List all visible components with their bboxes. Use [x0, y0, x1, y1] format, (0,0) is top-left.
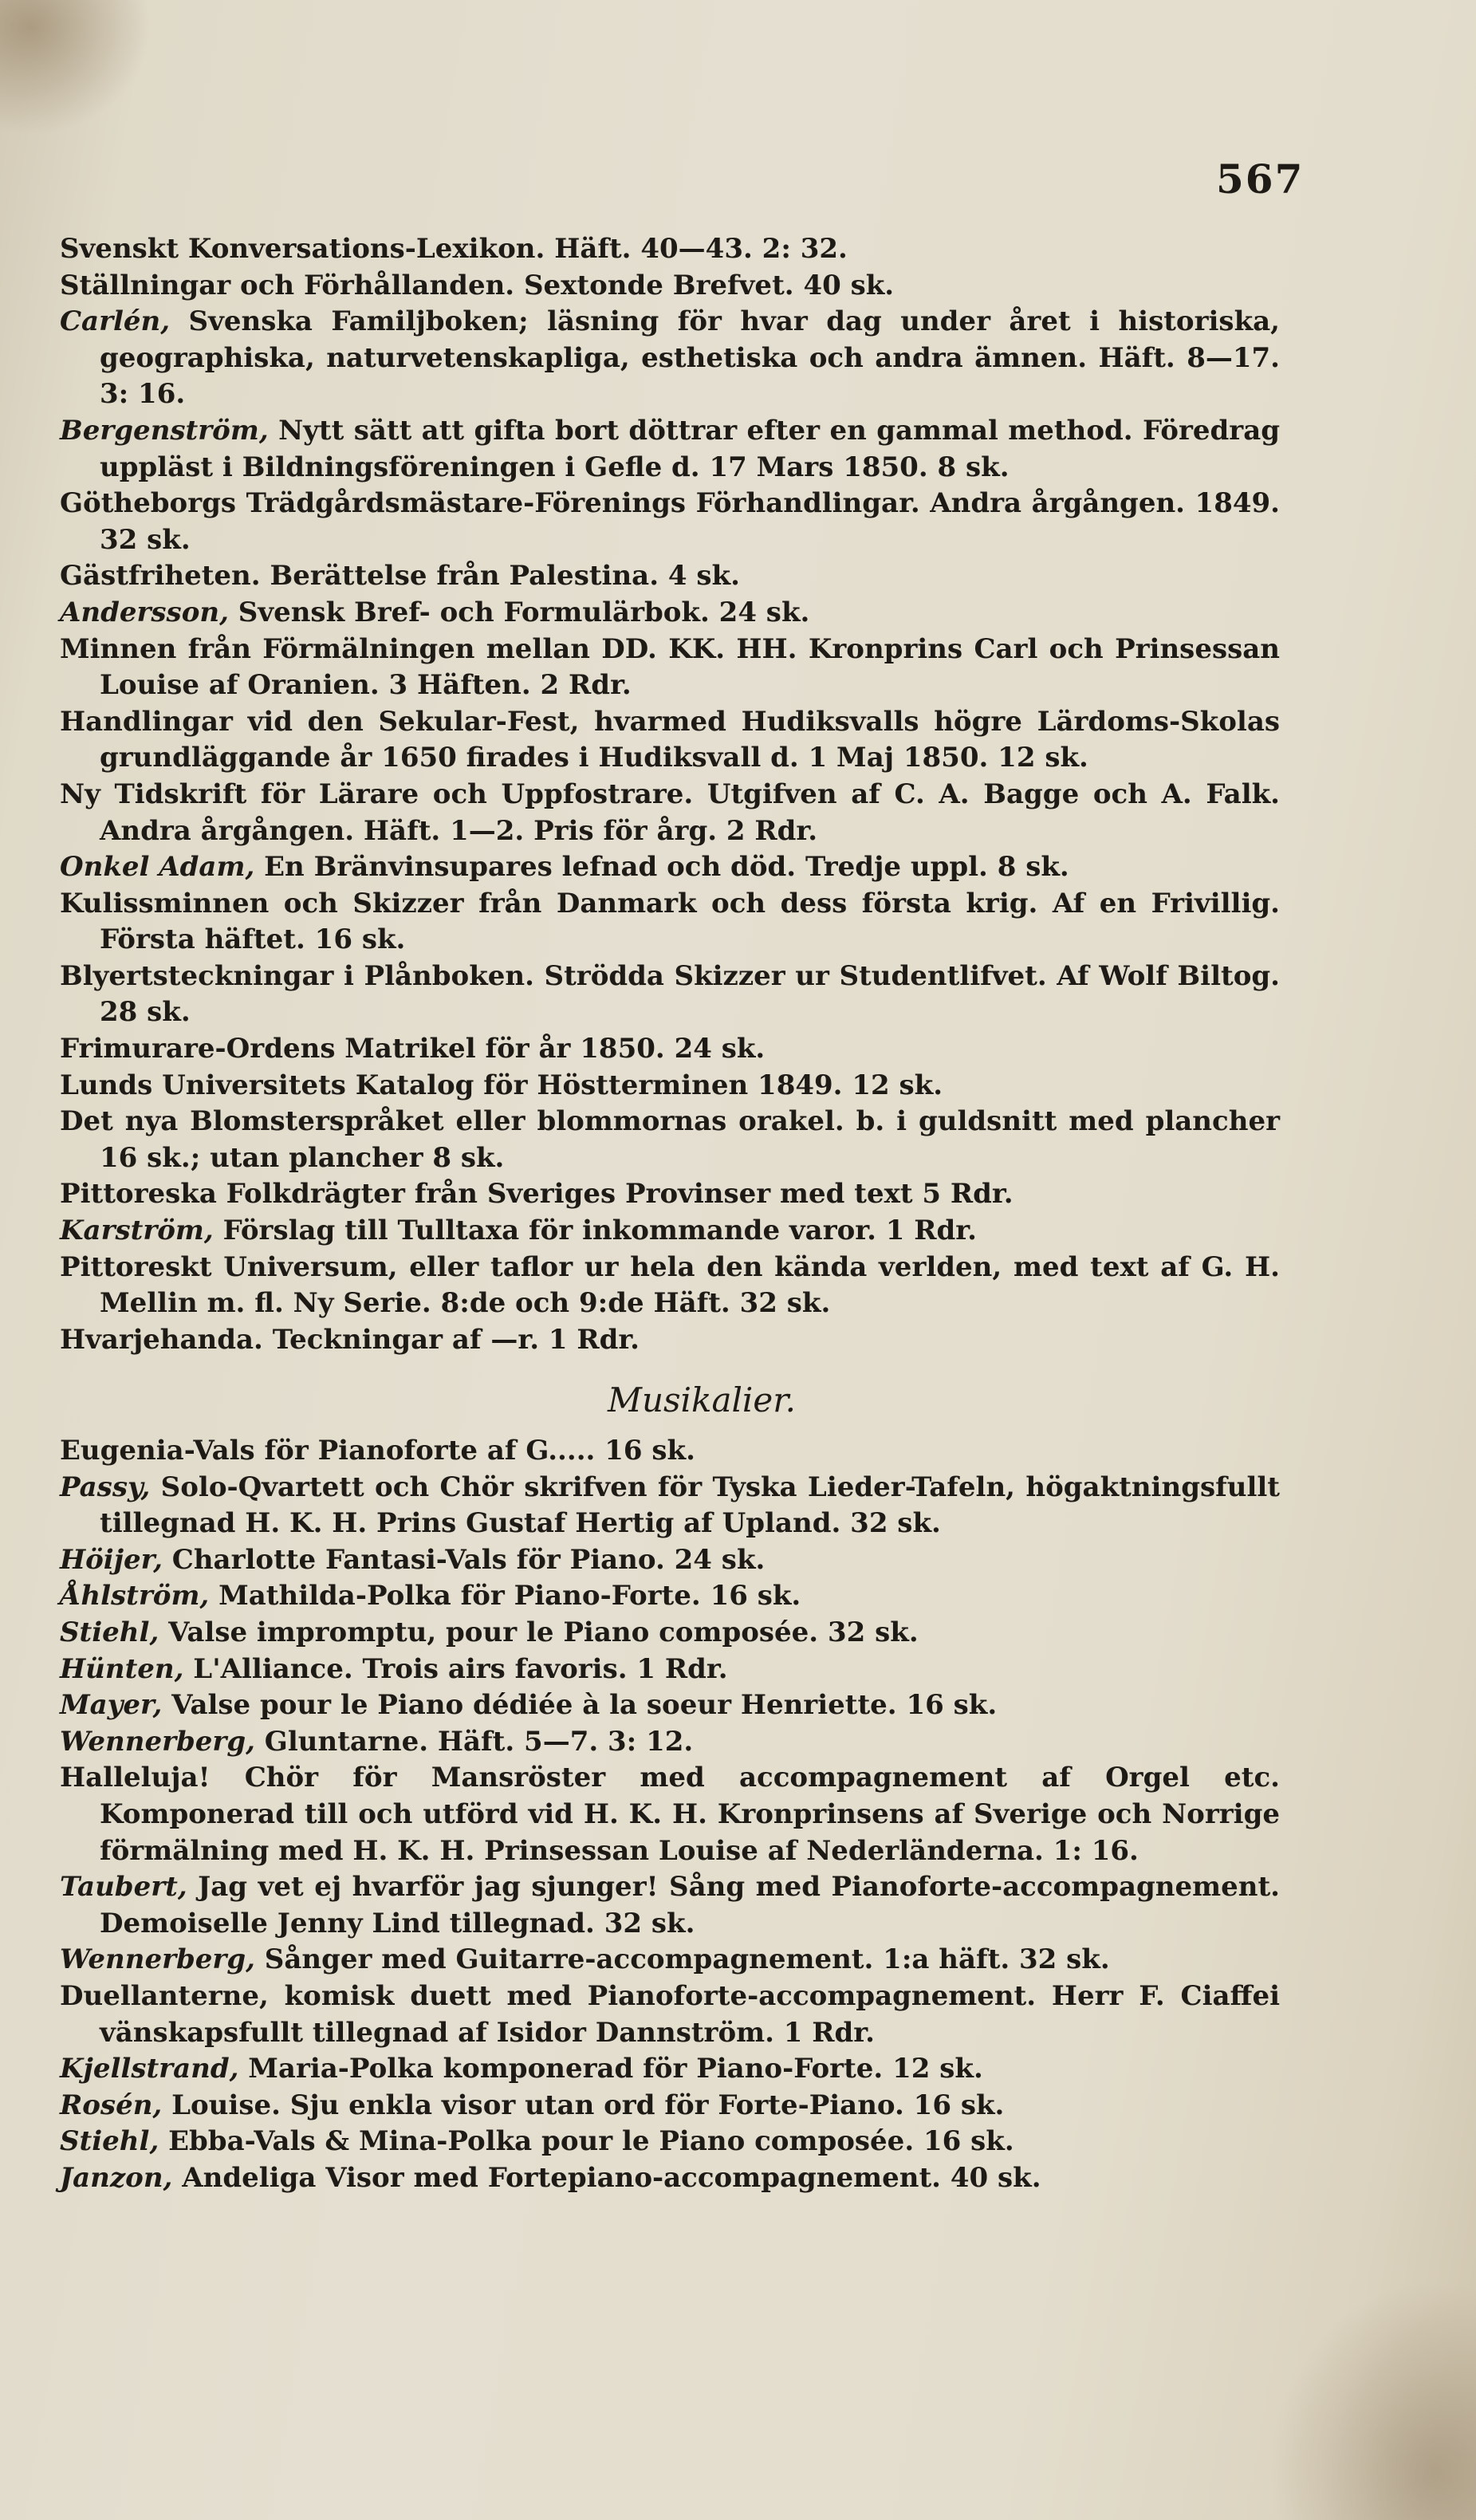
catalogue-entry: [60, 2124, 1280, 2160]
entry-author: Carlén,: [60, 305, 171, 338]
entry-text: Jag vet ej hvarför jag sjunger! Sång med Pianoforte-accompagnement. Demoiselle Jenny Lind tillegnad. 32 sk.: [100, 1871, 1280, 1939]
catalogue-entry: [60, 1068, 1280, 1104]
catalogue-entry: [60, 632, 1280, 704]
catalogue-entry: [60, 1652, 1280, 1688]
entry-text: En Bränvinsupares lefnad och död. Tredje uppl. 8 sk.: [254, 851, 1069, 884]
catalogue-entry: [60, 1979, 1280, 2051]
entry-text: Ställningar och Förhållanden. Sextonde Brefvet. 40 sk.: [60, 269, 895, 301]
section-heading: Musikalier.: [607, 1380, 797, 1420]
entry-text: Götheborgs Trädgårdsmästare-Förenings Förhandlingar. Andra årgången. 1849. 32 sk.: [60, 487, 1280, 556]
catalogue-entry: [60, 1176, 1280, 1213]
entry-text: Mathilda-Polka för Piano-Forte. 16 sk.: [209, 1580, 801, 1612]
entry-text: Andeliga Visor med Fortepiano-accompagnement. 40 sk.: [172, 2161, 1041, 2194]
entry-author: Höijer,: [60, 1543, 163, 1576]
entry-author: Hünten,: [60, 1652, 184, 1685]
entry-author: Onkel Adam,: [60, 851, 255, 884]
entry-text: Ebba-Vals & Mina-Polka pour le Piano composée. 16 sk.: [159, 2125, 1014, 2158]
catalogue-entry: [60, 1213, 1280, 1250]
catalogue-entry: [60, 849, 1280, 886]
entry-text: Hvarjehanda. Teckningar af —r. 1 Rdr.: [60, 1323, 640, 1356]
catalogue-entry: [60, 1322, 1280, 1359]
entry-text: Valse impromptu, pour le Piano composée. 32 sk.: [159, 1616, 919, 1648]
catalogue-entry: [60, 595, 1280, 632]
catalogue-entry: [60, 2160, 1280, 2197]
catalogue-entry: [60, 1687, 1280, 1724]
entry-text: Det nya Blomsterspråket eller blommornas orakel. b. i guldsnitt med plancher 16 sk.; utan plancher 8 sk.: [60, 1105, 1280, 1174]
entry-text: Gästfriheten. Berättelse från Palestina. 4 sk.: [60, 560, 740, 593]
catalogue-column: [60, 231, 1280, 2196]
entry-text: Frimurare-Ordens Matrikel för år 1850. 24 sk.: [60, 1033, 766, 1065]
catalogue-entry: [60, 704, 1280, 777]
catalogue-entry: [60, 1031, 1280, 1068]
catalogue-entry: [60, 1542, 1280, 1579]
catalogue-entry: [60, 304, 1280, 413]
entry-text: Duellanterne, komisk duett med Pianoforte-accompagnement. Herr F. Ciaffei vänskapsfullt tillegnad af Isidor Dannström. 1 Rdr.: [60, 1979, 1280, 2049]
entry-text: Nytt sätt att gifta bort döttrar efter en gammal method. Föredrag uppläst i Bildningsföreningen i Gefle d. 17 Mars 1850. 8 sk.: [100, 414, 1280, 483]
catalogue-entry: [60, 558, 1280, 595]
catalogue-entry: [60, 2088, 1280, 2124]
corner-stain: [0, 0, 152, 136]
entry-text: Minnen från Förmälningen mellan DD. KK. HH. Kronprins Carl och Prinsessan Louise af Oranien. 3 Häften. 2 Rdr.: [60, 632, 1280, 702]
catalogue-entry: [60, 231, 1280, 268]
entry-text: Kulissminnen och Skizzer från Danmark och dess första krig. Af en Frivillig. Första häftet. 16 sk.: [60, 887, 1280, 956]
entry-text: Halleluja! Chör för Mansröster med accompagnement af Orgel etc. Komponerad till och utförd vid H. K. H. Kronprinsens af Sverige och Norrige förmälning med H. K. H. Prinsessan Louise af Nederländerna. 1: 16.: [60, 1762, 1280, 1867]
entry-author: Bergenström,: [60, 414, 269, 447]
entry-text: Solo-Qvartett och Chör skrifven för Tyska Lieder-Tafeln, högaktningsfullt tillegnad H. K. H. Prins Gustaf Hertig af Upland. 32 sk.: [100, 1471, 1280, 1540]
page-number: 567: [1216, 156, 1305, 203]
catalogue-entry: [60, 1104, 1280, 1176]
catalogue-entry: [60, 268, 1280, 305]
entry-text: Förslag till Tulltaxa för inkommande varor. 1 Rdr.: [213, 1215, 977, 1247]
entry-text: Svenskt Konversations-Lexikon. Häft. 40—43. 2: 32.: [60, 233, 848, 265]
entry-text: Svensk Bref- och Formulärbok. 24 sk.: [228, 596, 810, 628]
catalogue-entry: [60, 1724, 1280, 1761]
entry-text: L'Alliance. Trois airs favoris. 1 Rdr.: [183, 1652, 728, 1685]
entry-author: Rosén,: [60, 2089, 163, 2121]
entry-author: Taubert,: [60, 1871, 187, 1904]
entry-author: Stiehl,: [60, 2125, 159, 2158]
entry-text: Lunds Universitets Katalog för Höstterminen 1849. 12 sk.: [60, 1069, 943, 1101]
catalogue-entry: [60, 1433, 1280, 1470]
book-list: [60, 231, 1280, 1358]
entry-author: Passy,: [60, 1471, 151, 1503]
entry-text: Louise. Sju enkla visor utan ord för Forte-Piano. 16 sk.: [162, 2089, 1005, 2121]
entry-text: Pittoreska Folkdrägter från Sveriges Provinser med text 5 Rdr.: [60, 1178, 1014, 1211]
entry-author: Andersson,: [60, 596, 229, 628]
entry-text: Svenska Familjboken; läsning för hvar dag under året i historiska, geographiska, naturvetenskapliga, esthetiska och andra ämnen. Häft. 8—17. 3: 16.: [100, 305, 1280, 411]
corner-stain: [1269, 2281, 1476, 2520]
entry-text: Ny Tidskrift för Lärare och Uppfostrare. Utgifven af C. A. Bagge och A. Falk. Andra årgången. Häft. 1—2. Pris för årg. 2 Rdr.: [60, 778, 1280, 847]
catalogue-entry: [60, 1470, 1280, 1542]
catalogue-entry: [60, 413, 1280, 486]
entry-text: Gluntarne. Häft. 5—7. 3: 12.: [254, 1725, 694, 1758]
entry-text: Valse pour le Piano dédiée à la soeur Henriette. 16 sk.: [162, 1689, 998, 1722]
catalogue-entry: [60, 1250, 1280, 1322]
entry-text: Blyertsteckningar i Plånboken. Strödda Skizzer ur Studentlifvet. Af Wolf Biltog. 28 sk.: [60, 959, 1280, 1029]
catalogue-entry: [60, 1760, 1280, 1869]
catalogue-entry: [60, 1615, 1280, 1652]
entry-author: Mayer,: [60, 1689, 163, 1722]
catalogue-entry: [60, 777, 1280, 849]
catalogue-entry: [60, 1869, 1280, 1942]
entry-text: Eugenia-Vals för Pianoforte af G..... 16 sk.: [60, 1435, 695, 1467]
entry-author: Stiehl,: [60, 1616, 159, 1648]
entry-text: Pittoreskt Universum, eller taflor ur hela den kända verlden, med text af G. H. Mellin m. fl. Ny Serie. 8:de och 9:de Häft. 32 sk.: [60, 1250, 1280, 1320]
entry-author: Karström,: [60, 1215, 214, 1247]
entry-author: Wennerberg,: [60, 1943, 255, 1976]
catalogue-entry: [60, 2051, 1280, 2088]
entry-text: Charlotte Fantasi-Vals för Piano. 24 sk.: [162, 1543, 766, 1576]
entry-author: Kjellstrand,: [60, 2053, 239, 2085]
entry-text: Maria-Polka komponerad för Piano-Forte. 12 sk.: [238, 2053, 983, 2085]
entry-text: Sånger med Guitarre-accompagnement. 1:a häft. 32 sk.: [254, 1943, 1110, 1976]
entry-author: Åhlström,: [60, 1580, 210, 1612]
catalogue-entry: [60, 886, 1280, 959]
entry-text: Handlingar vid den Sekular-Fest, hvarmed Hudiksvalls högre Lärdoms-Skolas grundläggande år 1650 firades i Hudiksvall d. 1 Maj 1850. 12 sk.: [60, 705, 1280, 774]
catalogue-entry: [60, 959, 1280, 1031]
music-list: [60, 1433, 1280, 2196]
catalogue-entry: [60, 1942, 1280, 1979]
catalogue-entry: [60, 486, 1280, 558]
catalogue-entry: [60, 1578, 1280, 1615]
entry-author: Janzon,: [60, 2161, 173, 2194]
entry-author: Wennerberg,: [60, 1725, 255, 1758]
